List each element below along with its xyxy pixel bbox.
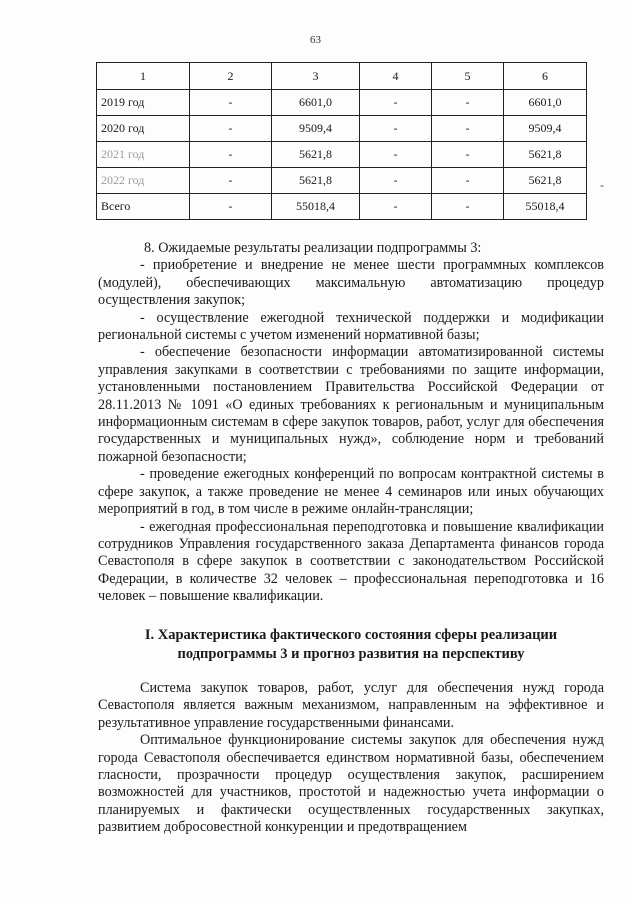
section-heading: I. Характеристика фактического состояния сферы реализации подпрограммы 3 и прогноз развития на перспективу <box>144 627 558 662</box>
table-cell: - <box>432 90 504 116</box>
table-header-cell: 2 <box>190 63 272 90</box>
table-cell: 5621,8 <box>272 142 360 168</box>
table-row <box>97 168 587 194</box>
result-item: - обеспечение безопасности информации автоматизированной системы управления закупками в соответствии с требованиями по защите информации, установленными постановлением Правительства Российской Федерации от 28.11.2013 № 1091 «О единых требованиях к региональным и муниципальным информационным системам в сфере закупок товаров, работ, услуг для обеспечения государственных и муниципальных нужд», соблюдение норм и требований пожарной безопасности; <box>98 344 604 465</box>
table-cell: - <box>432 116 504 142</box>
table-cell: 5621,8 <box>272 168 360 194</box>
table-cell: - <box>360 116 432 142</box>
table-cell: - <box>432 142 504 168</box>
table-cell: - <box>190 90 272 116</box>
section-body <box>98 680 604 837</box>
table-cell: - <box>190 116 272 142</box>
table-cell: - <box>360 90 432 116</box>
paragraph: Система закупок товаров, работ, услуг для обеспечения нужд города Севастополя является важным механизмом, направленным на эффективное и результативное управление государственными финансами. <box>98 680 604 731</box>
table-cell: - <box>360 142 432 168</box>
table-cell: 9509,4 <box>272 116 360 142</box>
result-item: - приобретение и внедрение не менее шести программных комплексов (модулей), обеспечивающих максимальную автоматизацию процедур осуществления закупок; <box>98 257 604 309</box>
table-cell: - <box>360 194 432 220</box>
table-row <box>97 90 587 116</box>
budget-table <box>96 62 587 220</box>
table-cell-year: 2021 год <box>97 142 190 168</box>
table-cell: 6601,0 <box>504 90 587 116</box>
table-cell-year: Всего <box>97 194 190 220</box>
table-row-total <box>97 194 587 220</box>
table-cell-year: 2020 год <box>97 116 190 142</box>
table-header-cell: 4 <box>360 63 432 90</box>
table-cell-year: 2019 год <box>97 90 190 116</box>
paragraph: Оптимальное функционирование системы закупок для обеспечения нужд города Севастополя обеспечивается единством нормативной базы, обеспечением гласности, прозрачности процедур осуществления закупок, расширением возможностей для участников, простотой и надежностью учета информации о планируемых и фактически осуществленных государственных закупках, развитием добросовестной конкуренции и предотвращением <box>98 732 604 836</box>
table-header-cell: 5 <box>432 63 504 90</box>
table-header-cell: 6 <box>504 63 587 90</box>
table-cell-year: 2022 год <box>97 168 190 194</box>
table-header-cell: 3 <box>272 63 360 90</box>
margin-mark: - <box>600 178 604 192</box>
table-row <box>97 142 587 168</box>
table-cell: 9509,4 <box>504 116 587 142</box>
table-cell: 55018,4 <box>504 194 587 220</box>
table-cell: - <box>432 194 504 220</box>
table-cell: - <box>190 194 272 220</box>
table-cell: 6601,0 <box>272 90 360 116</box>
result-item: - осуществление ежегодной технической поддержки и модификации региональной системы с учетом изменений нормативной базы; <box>98 309 604 344</box>
table-header-cell: 1 <box>97 63 190 90</box>
table-cell: - <box>432 168 504 194</box>
result-item: - проведение ежегодных конференций по вопросам контрактной системы в сфере закупок, а также проведение не менее 4 семинаров или иных обучающих мероприятий в год, в том числе в режиме онлайн-трансляции; <box>98 466 604 518</box>
table-cell: - <box>190 168 272 194</box>
results-heading: 8. Ожидаемые результаты реализации подпрограммы 3: <box>144 240 482 256</box>
table-cell: - <box>360 168 432 194</box>
table-cell: - <box>190 142 272 168</box>
table-cell: 5621,8 <box>504 142 587 168</box>
table-header-row <box>97 63 587 90</box>
expected-results-section <box>98 240 604 606</box>
result-item: - ежегодная профессиональная переподготовка и повышение квалификации сотрудников Управления государственного заказа Департамента финансов города Севастополя в сфере закупок в соответствии с законодательством Российской Федерации, в количестве 32 человек – профессиональная переподготовка и 16 человек – повышение квалификации. <box>98 518 604 605</box>
table-row <box>97 116 587 142</box>
table-cell: 5621,8 <box>504 168 587 194</box>
page-number: 63 <box>310 34 321 46</box>
table-cell: 55018,4 <box>272 194 360 220</box>
